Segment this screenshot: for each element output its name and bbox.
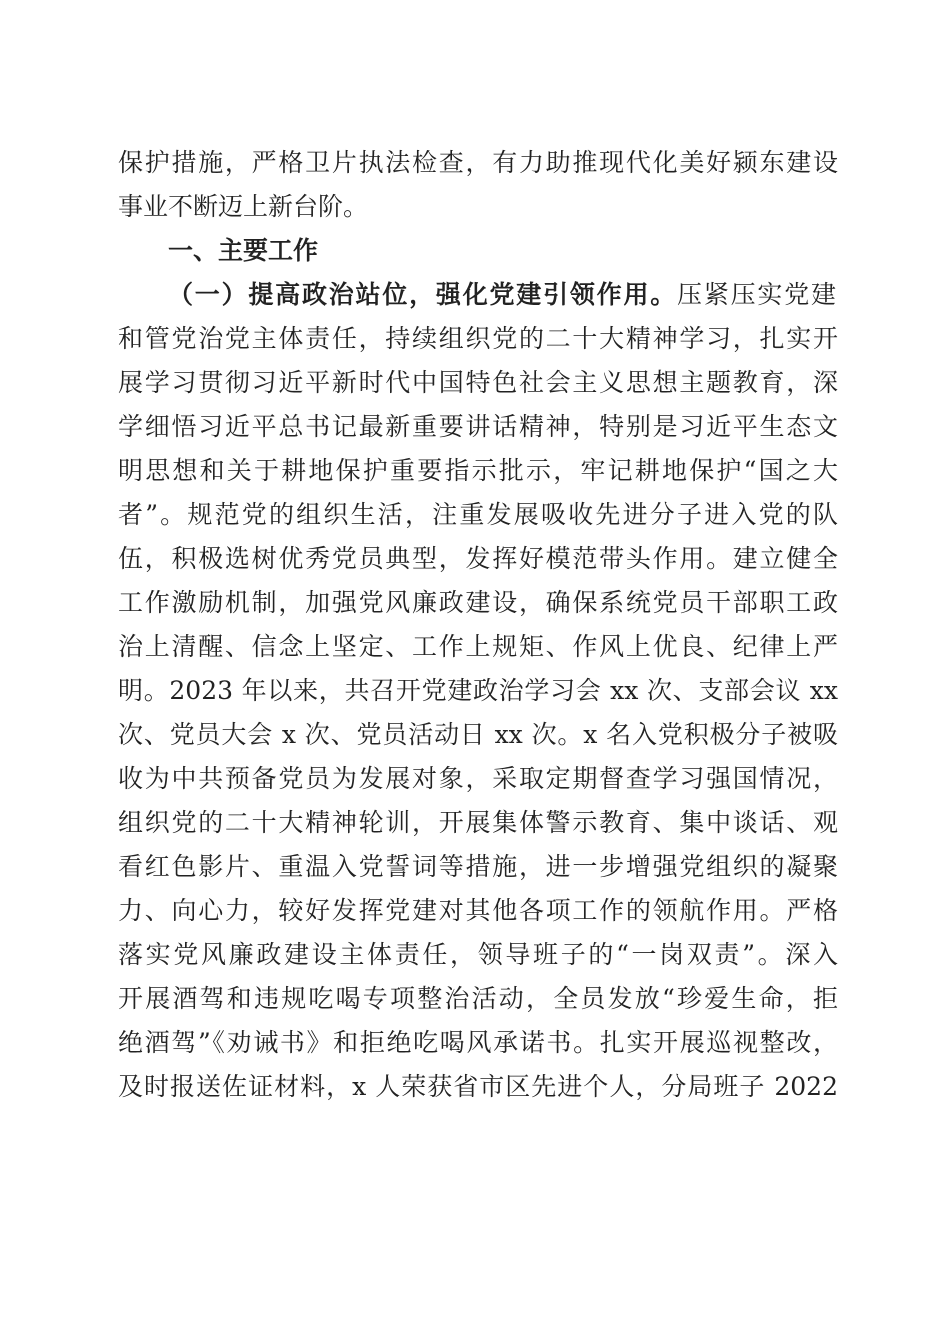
body-line: 次、党员大会 x 次、党员活动日 xx 次。x 名入党积极分子被吸: [118, 720, 838, 749]
body-line: 落实党风廉政建设主体责任，领导班子的“一岗双责”。深入: [118, 940, 838, 969]
body-line: 开展酒驾和违规吃喝专项整治活动，全员发放“珍爱生命，拒: [118, 984, 838, 1013]
body-line: 学细悟习近平总书记最新重要讲话精神，特别是习近平生态文: [118, 412, 838, 441]
body-line: 及时报送佐证材料，x 人荣获省市区先进个人，分局班子 2022: [118, 1072, 838, 1101]
body-line: 绝酒驾”《劝诫书》和拒绝吃喝风承诺书。扎实开展巡视整改，: [118, 1028, 838, 1057]
section-heading: 一、主要工作: [168, 236, 319, 265]
intro-line-1: 保护措施，严格卫片执法检查，有力助推现代化美好颍东建设: [118, 148, 838, 177]
subsection-title: （一）提高政治站位，强化党建引领作用。: [168, 280, 678, 309]
body-line: 收为中共预备党员为发展对象，采取定期督查学习强国情况，: [118, 764, 838, 793]
subsection-first-line: [168, 278, 836, 312]
body-line: 明。2023 年以来，共召开党建政治学习会 xx 次、支部会议 xx: [118, 676, 838, 705]
body-line: 治上清醒、信念上坚定、工作上规矩、作风上优良、纪律上严: [118, 632, 838, 661]
body-line: 明思想和关于耕地保护重要指示批示，牢记耕地保护“国之大: [118, 456, 838, 485]
body-line: 者”。规范党的组织生活，注重发展吸收先进分子进入党的队: [118, 500, 838, 529]
body-line: 看红色影片、重温入党誓词等措施，进一步增强党组织的凝聚: [118, 852, 838, 881]
subsection-first-line-text: 压紧压实党建: [677, 280, 836, 309]
body-line: 和管党治党主体责任，持续组织党的二十大精神学习，扎实开: [118, 324, 838, 353]
body-line: 组织党的二十大精神轮训，开展集体警示教育、集中谈话、观: [118, 808, 838, 837]
body-line: 展学习贯彻习近平新时代中国特色社会主义思想主题教育，深: [118, 368, 838, 397]
body-line: 力、向心力，较好发挥党建对其他各项工作的领航作用。严格: [118, 896, 838, 925]
body-line: 伍，积极选树优秀党员典型，发挥好模范带头作用。建立健全: [118, 544, 838, 573]
body-line: 工作激励机制，加强党风廉政建设，确保系统党员干部职工政: [118, 588, 838, 617]
intro-line-2: 事业不断迈上新台阶。: [118, 192, 369, 221]
